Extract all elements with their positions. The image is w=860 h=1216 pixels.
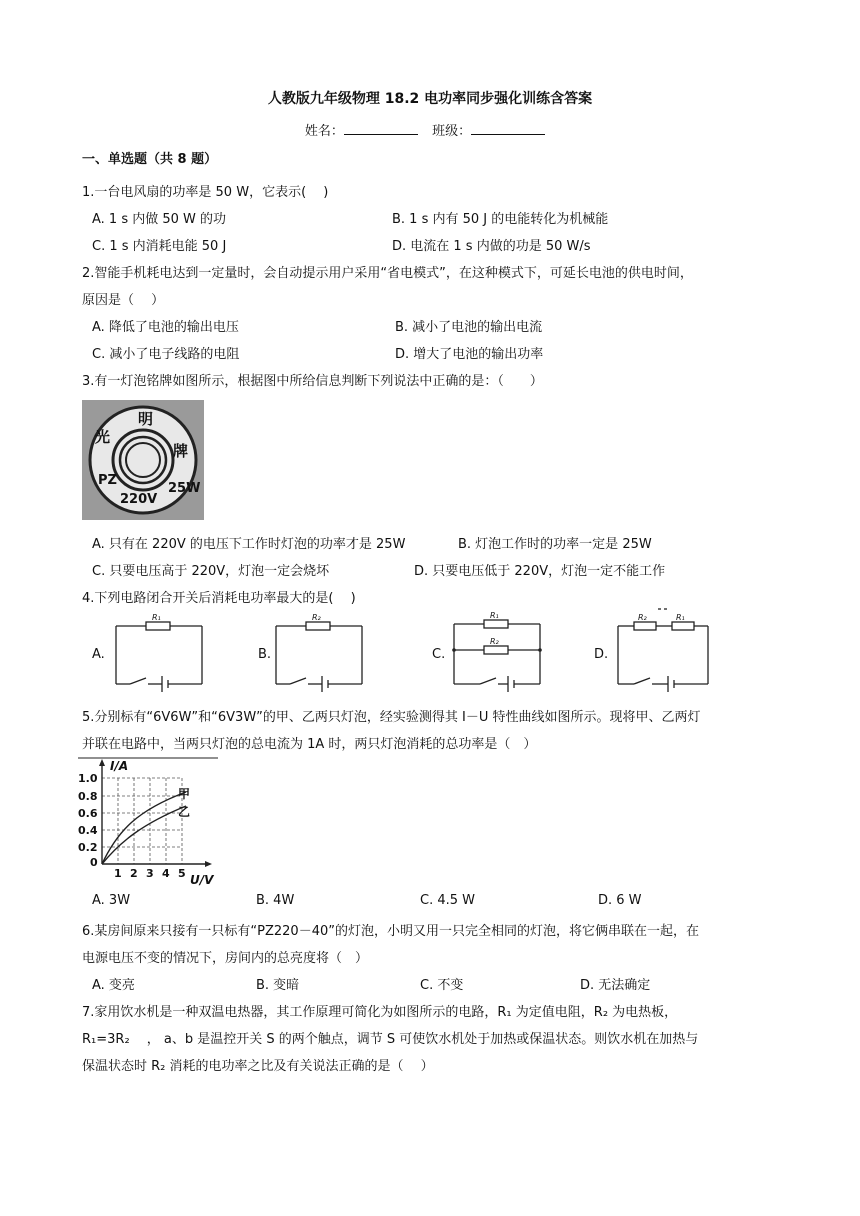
ytick-0-2: 0.2: [78, 841, 98, 854]
circuit-d-switch: [634, 678, 650, 684]
q2-option-d: D. 增大了电池的输出功率: [395, 347, 544, 362]
q6-option-c: C. 不变: [420, 978, 464, 993]
q5-option-c: C. 4.5 W: [420, 893, 476, 908]
class-label: 班级：: [432, 124, 472, 139]
q1-option-b: B. 1 s 内有 50 J 的电能转化为机械能: [392, 212, 609, 227]
circuit-c: [450, 608, 546, 692]
iu-graph: [74, 756, 224, 888]
q2-option-c: C. 减小了电子线路的电阻: [92, 347, 240, 362]
q3-option-a: A. 只有在 220V 的电压下工作时灯泡的功率才是 25W: [92, 537, 406, 552]
question-2-stem-line2: 原因是（ ）: [82, 293, 165, 308]
curve-yi-label: 乙: [178, 805, 191, 819]
q6-option-a: A. 变亮: [92, 978, 135, 993]
circuit-d-resistor-right-label: R₁: [676, 613, 685, 622]
question-6-stem-line1: 6.某房间原来只接有一只标有“PZ220－40”的灯泡，小明又用一只完全相同的灯泡，将它俩串联在一起，在: [82, 924, 699, 939]
circuit-a-switch: [130, 678, 146, 684]
nameplate-power: 25W: [168, 481, 201, 496]
xtick-2: 2: [130, 867, 138, 880]
nameplate-voltage: 220V: [120, 492, 158, 507]
q1-option-d: D. 电流在 1 s 内做的功是 50 W/s: [392, 239, 591, 254]
ytick-1-0: 1.0: [78, 772, 98, 785]
xtick-5: 5: [178, 867, 186, 880]
question-2-stem-line1: 2.智能手机耗电达到一定量时，会自动提示用户采用“省电模式”，在这种模式下，可延长电池的供电时间，: [82, 266, 693, 281]
section-heading: 一、单选题（共 8 题）: [82, 152, 218, 167]
circuit-a-resistor: [146, 622, 170, 630]
q4-option-b-letter: B.: [258, 647, 272, 662]
q5-option-a: A. 3W: [92, 893, 131, 908]
circuit-d-resistor-left: [634, 622, 656, 630]
xtick-4: 4: [162, 867, 170, 880]
circuit-b-resistor: [306, 622, 330, 630]
q5-option-d: D. 6 W: [598, 893, 642, 908]
graph-xlabel: U/V: [190, 873, 214, 887]
circuit-a: [112, 612, 208, 692]
q1-option-a: A. 1 s 内做 50 W 的功: [92, 212, 227, 227]
q4-option-a-letter: A.: [92, 647, 105, 662]
circuit-a-resistor-label: R₁: [152, 613, 161, 622]
question-4-stem: 4.下列电路闭合开关后消耗电功率最大的是( ): [82, 591, 356, 606]
nameplate-pz: PZ: [98, 473, 117, 488]
class-blank: [471, 122, 545, 135]
xtick-1: 1: [114, 867, 122, 880]
q3-option-b: B. 灯泡工作时的功率一定是 25W: [458, 537, 652, 552]
q3-option-d: D. 只要电压低于 220V，灯泡一定不能工作: [414, 564, 666, 579]
graph-ylabel: I/A: [110, 759, 129, 773]
q6-option-d: D. 无法确定: [580, 978, 651, 993]
question-7-stem-line1: 7.家用饮水机是一种双温电热器，其工作原理可简化为如图所示的电路，R₁ 为定值电阻，R₂ 为电热板，: [82, 1005, 678, 1020]
nameplate-ring-3: [126, 443, 160, 477]
circuit-c-switch: [480, 678, 496, 684]
question-6-stem-line2: 电源电压不变的情况下，房间内的总亮度将（ ）: [82, 951, 369, 966]
q5-option-b: B. 4W: [256, 893, 295, 908]
xtick-3: 3: [146, 867, 154, 880]
question-7-stem-line2: R₁=3R₂ ， a、b 是温控开关 S 的两个触点，调节 S 可使饮水机处于加热或保温状态。则饮水机在加热与: [82, 1032, 699, 1047]
question-3-stem: 3.有一灯泡铭牌如图所示，根据图中所给信息判断下列说法中正确的是：（ ）: [82, 374, 543, 389]
curve-yi: [102, 806, 186, 864]
question-5-stem-line1: 5.分别标有“6V6W”和“6V3W”的甲、乙两只灯泡，经实验测得其 I－U 特性曲线如图所示。现将甲、乙两灯: [82, 710, 701, 725]
q2-option-a: A. 降低了电池的输出电压: [92, 320, 239, 335]
curve-jia-label: 甲: [178, 787, 191, 801]
curve-jia: [102, 792, 186, 864]
name-label: 姓名：: [304, 124, 344, 139]
circuit-c-resistor-top: [484, 620, 508, 628]
graph-x-arrow: [205, 861, 212, 867]
nameplate-char-ming: 明: [138, 410, 154, 428]
circuit-d: [614, 606, 714, 692]
bulb-nameplate-figure: [82, 400, 204, 520]
ytick-0-4: 0.4: [78, 824, 98, 837]
q4-option-d-letter: D.: [594, 647, 609, 662]
page-title: 人教版九年级物理 18.2 电功率同步强化训练含答案: [267, 91, 593, 107]
nameplate-char-guang: 光: [95, 428, 111, 446]
circuit-c-node-right: [538, 648, 542, 652]
circuit-d-resistor-left-label: R₂: [638, 613, 647, 622]
circuit-b: [272, 612, 368, 692]
graph-y-arrow: [99, 759, 105, 766]
circuit-b-switch: [290, 678, 306, 684]
circuit-c-resistor-bottom: [484, 646, 508, 654]
q6-option-b: B. 变暗: [256, 978, 300, 993]
name-blank: [344, 122, 418, 135]
nameplate-char-pai: 牌: [173, 442, 189, 460]
question-1-stem: 1.一台电风扇的功率是 50 W，它表示( ): [82, 185, 329, 200]
q2-option-b: B. 减小了电池的输出电流: [395, 320, 543, 335]
circuit-b-resistor-label: R₂: [312, 613, 321, 622]
q4-option-c-letter: C.: [432, 647, 446, 662]
circuit-c-node-left: [452, 648, 456, 652]
circuit-d-resistor-right: [672, 622, 694, 630]
q3-option-c: C. 只要电压高于 220V，灯泡一定会烧坏: [92, 564, 330, 579]
question-5-stem-line2: 并联在电路中，当两只灯泡的总电流为 1A 时，两只灯泡消耗的总功率是（ ）: [82, 737, 537, 752]
name-class-line: [0, 120, 860, 139]
ytick-0-8: 0.8: [78, 790, 98, 803]
question-7-stem-line3: 保温状态时 R₂ 消耗的电功率之比及有关说法正确的是（ ）: [82, 1059, 434, 1074]
circuit-c-resistor-bottom-label: R₂: [490, 637, 499, 646]
q1-option-c: C. 1 s 内消耗电能 50 J: [92, 239, 227, 254]
ytick-0: 0: [90, 856, 98, 869]
ytick-0-6: 0.6: [78, 807, 98, 820]
circuit-c-resistor-top-label: R₁: [490, 611, 499, 620]
